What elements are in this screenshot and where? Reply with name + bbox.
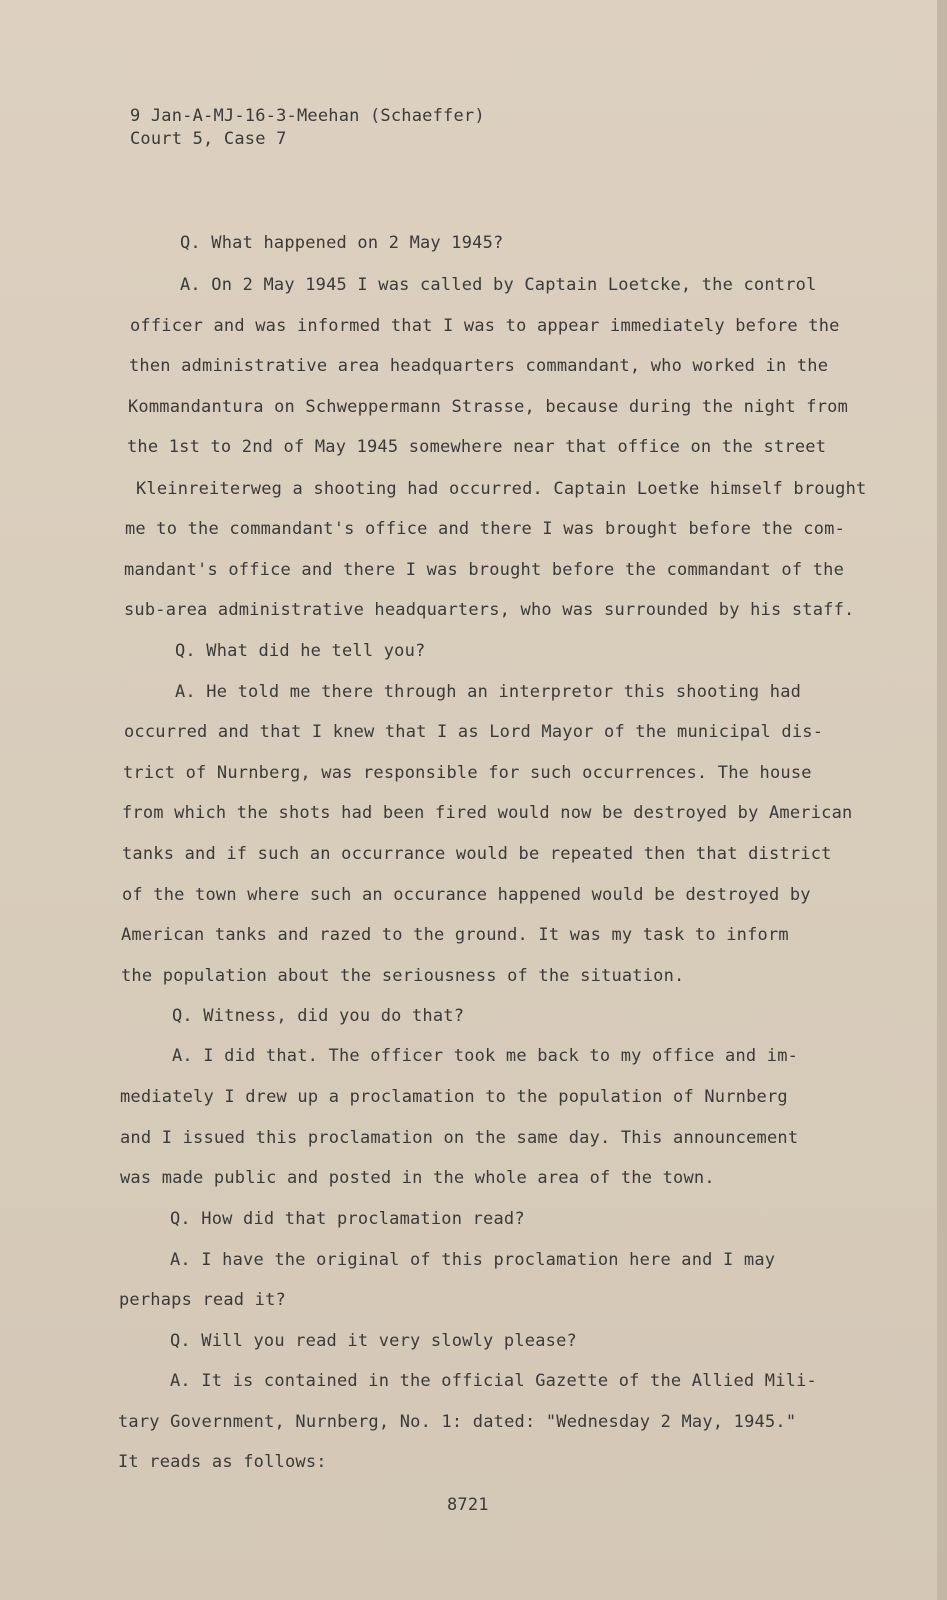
- text-line: sub-area administrative headquarters, who was surrounded by his staff.: [124, 600, 855, 620]
- text-line: me to the commandant's office and there I was brought before the com-: [125, 519, 846, 539]
- header-reference: 9 Jan-A-MJ-16-3-Meehan (Schaeffer): [130, 106, 485, 126]
- answer-line: A. He told me there through an interpretor this shooting had: [175, 682, 802, 702]
- text-line: Kommandantura on Schweppermann Strasse, because during the night from: [128, 397, 849, 417]
- text-line: trict of Nurnberg, was responsible for such occurrences. The house: [123, 763, 812, 783]
- answer-line: A. I have the original of this proclamation here and I may: [170, 1250, 776, 1270]
- text-line: tanks and if such an occurrance would be repeated then that district: [122, 844, 832, 864]
- text-line: then administrative area headquarters commandant, who worked in the: [129, 356, 829, 376]
- question-line: Q. Witness, did you do that?: [172, 1006, 465, 1026]
- question-line: Q. What did he tell you?: [175, 641, 426, 661]
- text-line: mandant's office and there I was brought before the commandant of the: [124, 560, 845, 580]
- text-line: of the town where such an occurance happened would be destroyed by: [122, 885, 811, 905]
- text-line: Kleinreiterweg a shooting had occurred. Captain Loetke himself brought: [136, 479, 867, 499]
- question-line: Q. What happened on 2 May 1945?: [180, 233, 504, 253]
- text-line: American tanks and razed to the ground. It was my task to inform: [121, 925, 789, 945]
- text-line: perhaps read it?: [119, 1290, 286, 1310]
- header-court: Court 5, Case 7: [130, 129, 287, 149]
- text-line: occurred and that I knew that I as Lord Mayor of the municipal dis-: [124, 722, 824, 742]
- text-line: from which the shots had been fired would now be destroyed by American: [122, 803, 853, 823]
- answer-line: A. On 2 May 1945 I was called by Captain Loetcke, the control: [180, 275, 817, 295]
- answer-line: A. I did that. The officer took me back to my office and im-: [172, 1046, 799, 1066]
- answer-line: A. It is contained in the official Gazette of the Allied Mili-: [170, 1371, 817, 1391]
- question-line: Q. How did that proclamation read?: [170, 1209, 525, 1229]
- text-line: officer and was informed that I was to appear immediately before the: [130, 316, 840, 336]
- text-line: and I issued this proclamation on the same day. This announcement: [120, 1128, 799, 1148]
- text-line: the 1st to 2nd of May 1945 somewhere near that office on the street: [127, 437, 827, 457]
- text-line: tary Government, Nurnberg, No. 1: dated: "Wednesday 2 May, 1945.": [118, 1412, 797, 1432]
- text-line: the population about the seriousness of the situation.: [121, 966, 685, 986]
- text-line: It reads as follows:: [118, 1452, 327, 1472]
- text-line: was made public and posted in the whole area of the town.: [120, 1168, 715, 1188]
- question-line: Q. Will you read it very slowly please?: [170, 1331, 577, 1351]
- text-line: mediately I drew up a proclamation to the population of Nurnberg: [120, 1087, 788, 1107]
- page-number: 8721: [447, 1495, 489, 1515]
